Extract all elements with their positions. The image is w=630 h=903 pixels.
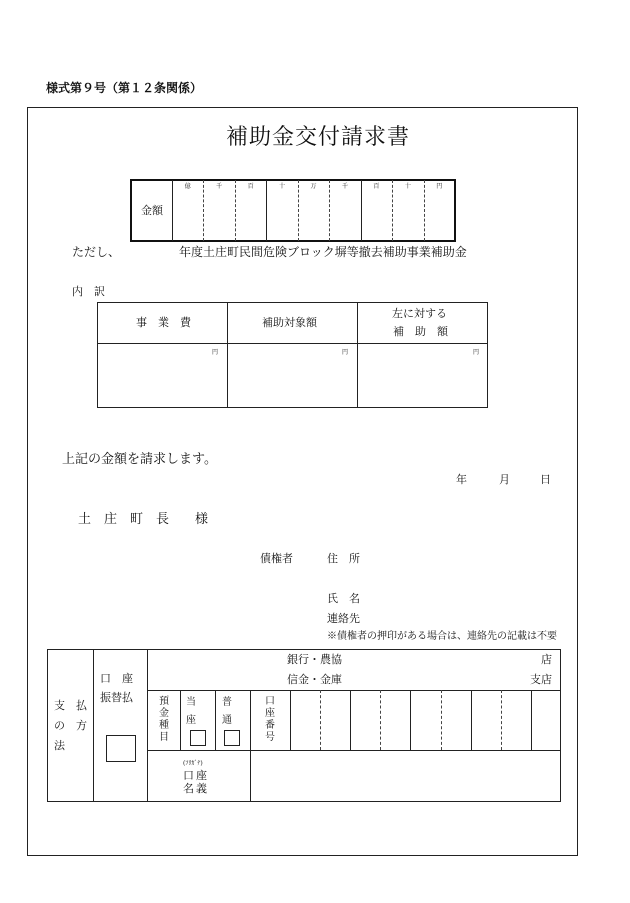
- digit-unit-label: 千: [216, 183, 223, 190]
- unit-yen: 円: [212, 349, 219, 356]
- current-account-label: 当座: [186, 697, 196, 726]
- payment-method-line2: の 方: [54, 719, 87, 732]
- creditor-label: 債権者: [260, 552, 293, 565]
- header-subsidy-line1: 左に対する: [392, 307, 447, 320]
- bank-type-2: 信金・金庫: [287, 673, 342, 686]
- addressee: 土 庄 町 長 様: [78, 512, 209, 527]
- digit-divider: [298, 180, 299, 241]
- account-transfer-line2: 振替払: [100, 691, 133, 704]
- deposit-type-label: 預金種目: [159, 696, 169, 743]
- digit-unit-label: 億: [184, 183, 191, 190]
- holder-line2: 名義: [183, 782, 209, 795]
- account-digit-divider: [501, 690, 502, 750]
- furigana-label: (ﾌﾘｶﾞﾅ): [183, 760, 203, 767]
- tadashi-label: ただし、: [72, 245, 121, 259]
- branch-type-2: 支店: [530, 673, 552, 686]
- account-transfer-line1: 口 座: [100, 672, 133, 685]
- digit-unit-label: 十: [404, 183, 411, 190]
- account-number-label: 口座番号: [265, 696, 275, 743]
- header-subsidy-line2: 補 助 額: [393, 325, 448, 338]
- payment-method-line1: 支 払: [54, 699, 87, 712]
- digit-unit-label: 百: [373, 183, 380, 190]
- seal-note: ※債権者の押印がある場合は、連絡先の記載は不要: [327, 631, 557, 642]
- digit-unit-label: 円: [436, 183, 443, 190]
- unit-yen: 円: [342, 349, 349, 356]
- digit-divider: [424, 180, 425, 241]
- request-text: 上記の金額を請求します。: [62, 452, 217, 467]
- digit-unit-label: 万: [310, 183, 317, 190]
- account-digit-divider: [410, 690, 411, 750]
- account-digit-divider: [380, 690, 381, 750]
- form-number-label: 様式第９号（第１２条関係）: [46, 81, 203, 95]
- payment-method-line3: 法: [54, 739, 65, 752]
- digit-unit-label: 千: [341, 183, 348, 190]
- date-year: 年: [456, 473, 467, 486]
- ordinary-account-label: 普通: [222, 697, 232, 726]
- digit-divider: [266, 180, 267, 241]
- bank-type-1: 銀行・農協: [287, 653, 342, 666]
- digit-unit-label: 百: [247, 183, 254, 190]
- branch-type-1: 店: [541, 653, 552, 666]
- unit-yen: 円: [473, 349, 480, 356]
- subsidy-purpose: 年度土庄町民間危険ブロック塀等撤去補助事業補助金: [179, 245, 467, 259]
- account-digit-divider: [531, 690, 532, 750]
- ordinary-account-checkbox[interactable]: [224, 730, 240, 746]
- date-month: 月: [499, 473, 510, 486]
- holder-line1: 口座: [183, 769, 209, 782]
- digit-divider: [235, 180, 236, 241]
- page-title: 補助金交付請求書: [226, 125, 411, 150]
- digit-divider: [361, 180, 362, 241]
- creditor-name: 氏 名: [327, 592, 360, 605]
- account-digit-divider: [320, 690, 321, 750]
- account-digit-divider: [350, 690, 351, 750]
- creditor-address: 住 所: [327, 552, 360, 565]
- digit-divider: [392, 180, 393, 241]
- digit-divider: [329, 180, 330, 241]
- digit-divider: [203, 180, 204, 241]
- date-day: 日: [540, 473, 551, 486]
- breakdown-label: 内 訳: [72, 285, 105, 298]
- digit-unit-label: 十: [279, 183, 286, 190]
- account-transfer-checkbox[interactable]: [106, 735, 136, 762]
- header-eligible-amount: 補助対象額: [262, 316, 317, 329]
- account-digit-divider: [441, 690, 442, 750]
- creditor-contact: 連絡先: [327, 612, 360, 625]
- current-account-checkbox[interactable]: [190, 730, 206, 746]
- header-project-cost: 事 業 費: [136, 316, 191, 329]
- amount-label: 金額: [141, 204, 163, 217]
- account-digit-divider: [471, 690, 472, 750]
